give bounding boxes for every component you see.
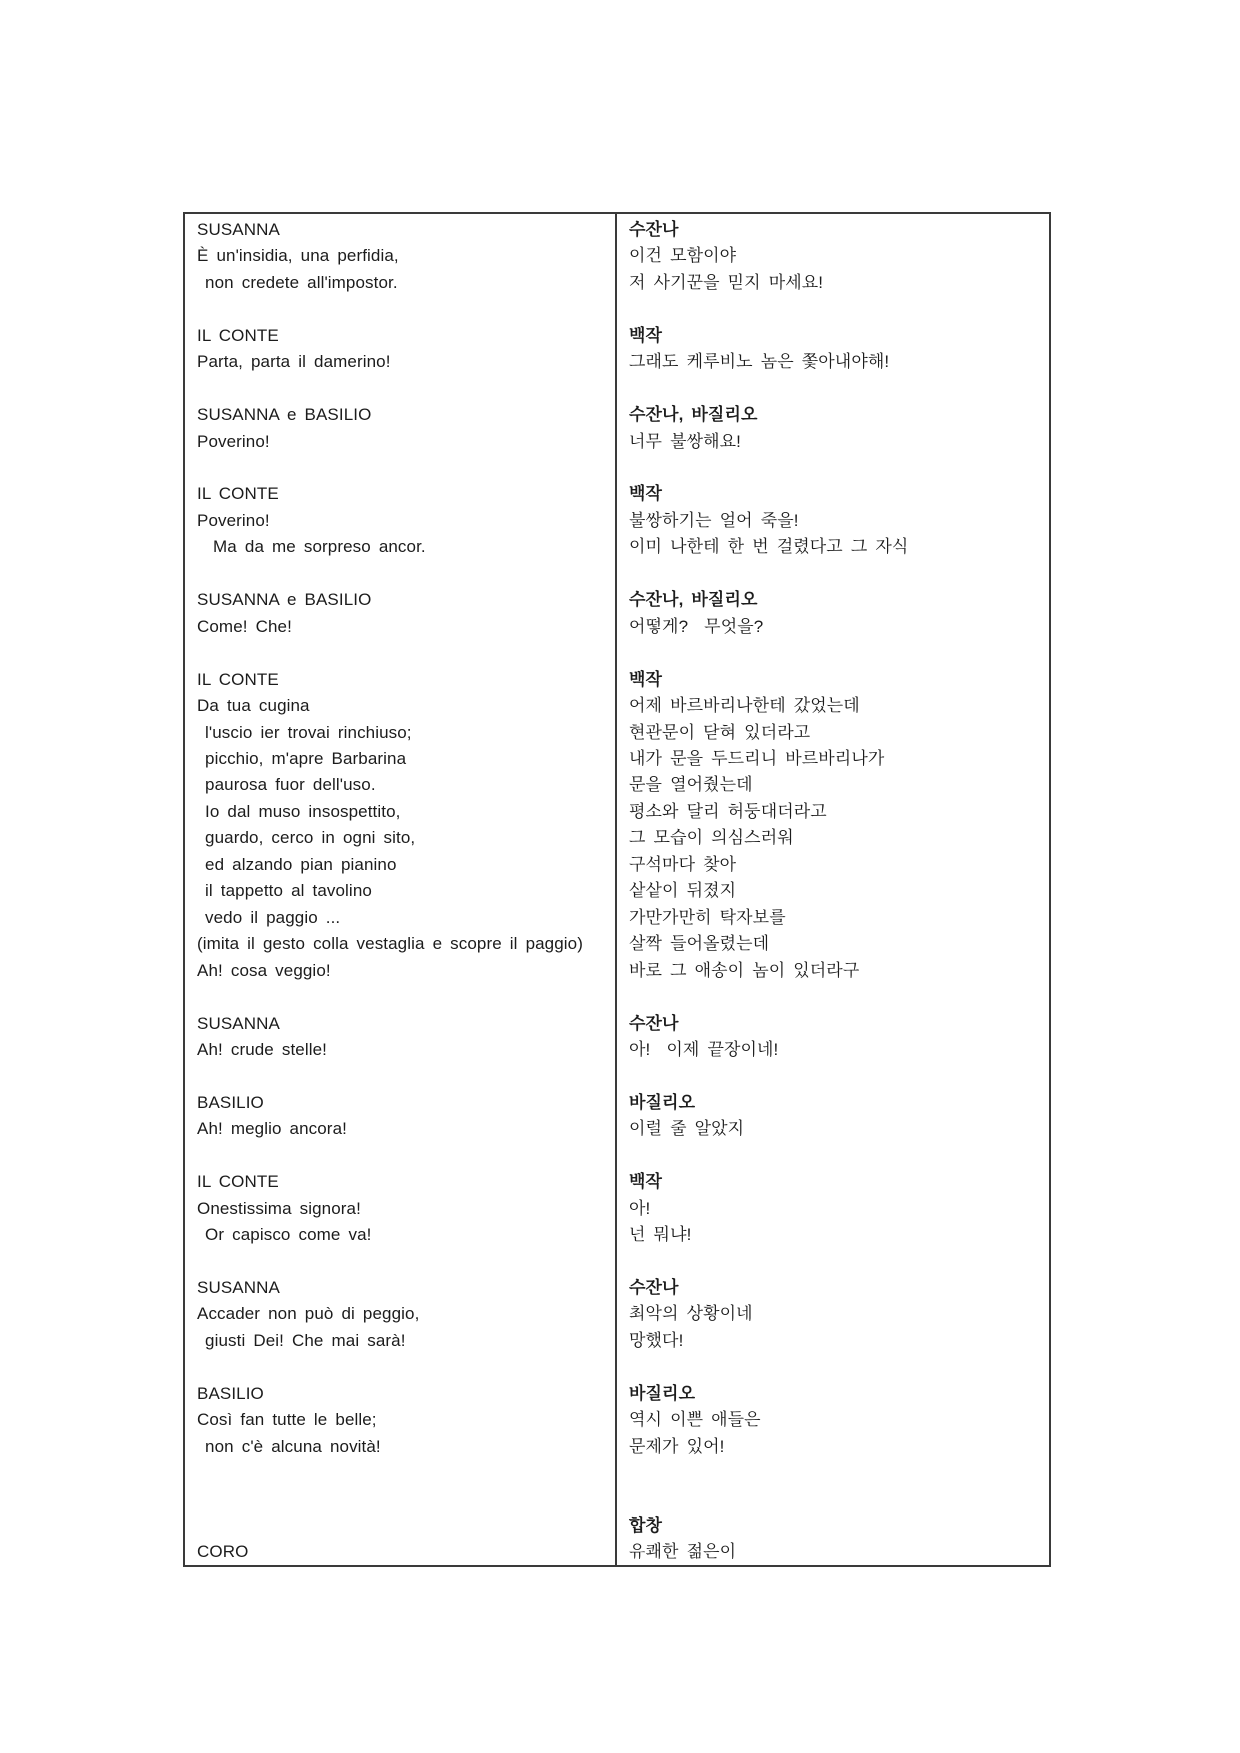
speaker-name-line: IL CONTE xyxy=(197,325,279,345)
text-line: non credete all'impostor. xyxy=(197,272,398,292)
text-line: paurosa fuor dell'uso. xyxy=(197,775,376,795)
text-line: 그래도 케루비노 놈은 쫓아내야해! xyxy=(629,352,890,372)
blank-line xyxy=(629,1354,1041,1380)
blank-line xyxy=(197,1143,607,1169)
blank-line xyxy=(629,1063,1041,1089)
speaker-name-line: 백작 xyxy=(629,484,663,504)
speaker-name-line: 수잔나 xyxy=(629,220,679,239)
blank-line xyxy=(629,640,1041,666)
text-line: Come! Che! xyxy=(197,616,292,636)
speaker-name-line: IL CONTE xyxy=(197,669,279,689)
text-line: 이건 모함이야 xyxy=(629,246,737,266)
text-line: Io dal muso insospettito, xyxy=(197,801,401,821)
text-line: ed alzando pian pianino xyxy=(197,854,397,874)
text-line: Parta, parta il damerino! xyxy=(197,352,391,372)
speaker-name-line: CORO xyxy=(197,1542,249,1562)
text-line: 문제가 있어! xyxy=(629,1436,725,1456)
text-line: 샅샅이 뒤졌지 xyxy=(629,881,737,901)
text-line: 어제 바르바리나한테 갔었는데 xyxy=(629,696,860,716)
text-line: 망했다! xyxy=(629,1330,684,1350)
text-line: l'uscio ier trovai rinchiuso; xyxy=(197,722,412,742)
text-line: 저 사기꾼을 믿지 마세요! xyxy=(629,272,824,292)
blank-line xyxy=(197,455,607,481)
speaker-name-line: BASILIO xyxy=(197,1092,264,1112)
speaker-name-line: IL CONTE xyxy=(197,484,279,504)
text-line: 가만가만히 탁자보를 xyxy=(629,907,786,927)
speaker-name-line: 백작 xyxy=(629,669,663,689)
speaker-name-line: BASILIO xyxy=(197,1383,264,1403)
blank-line xyxy=(197,561,607,587)
speaker-name-line: 수잔나, 바질리오 xyxy=(629,590,758,610)
speaker-name-line: SUSANNA xyxy=(197,220,280,239)
text-line: 평소와 달리 허둥대더라고 xyxy=(629,801,827,821)
text-line: Accader non può di peggio, xyxy=(197,1304,420,1324)
blank-line xyxy=(629,561,1041,587)
speaker-name-line: 수잔나 xyxy=(629,1277,679,1297)
speaker-name-line: 합창 xyxy=(629,1516,663,1536)
speaker-name-line: 바질리오 xyxy=(629,1383,696,1403)
text-line: Poverino! xyxy=(197,510,270,530)
text-line: Ma da me sorpreso ancor. xyxy=(197,537,426,557)
text-line: 살짝 들어올렸는데 xyxy=(629,934,770,954)
text-line: 아! xyxy=(629,1198,651,1218)
speaker-name-line: 바질리오 xyxy=(629,1092,696,1112)
blank-line xyxy=(197,376,607,402)
blank-line xyxy=(629,376,1041,402)
blank-line xyxy=(629,1143,1041,1169)
text-line: Onestissima signora! xyxy=(197,1198,361,1218)
speaker-name-line: 백작 xyxy=(629,325,663,345)
text-line: 이럴 줄 알았지 xyxy=(629,1119,745,1139)
blank-line xyxy=(629,296,1041,322)
blank-line xyxy=(197,1513,607,1539)
text-line: Or capisco come va! xyxy=(197,1225,372,1245)
text-line: giusti Dei! Che mai sarà! xyxy=(197,1330,406,1350)
text-line: 바로 그 애송이 놈이 있더라구 xyxy=(629,960,860,980)
speaker-name-line: 수잔나, 바질리오 xyxy=(629,405,758,425)
text-line: 최악의 상황이네 xyxy=(629,1304,753,1324)
text-line: vedo il paggio ... xyxy=(197,907,341,927)
text-line: non c'è alcuna novità! xyxy=(197,1436,381,1456)
speaker-name-line: 수잔나 xyxy=(629,1013,679,1033)
text-line: È un'insidia, una perfidia, xyxy=(197,246,399,266)
speaker-name-line: SUSANNA xyxy=(197,1277,280,1297)
blank-line xyxy=(629,1460,1041,1486)
text-line: 내가 문을 두드리니 바르바리나가 xyxy=(629,748,885,768)
korean-column xyxy=(617,214,1049,1565)
speaker-name-line: IL CONTE xyxy=(197,1172,279,1192)
stage-direction-line: (imita il gesto colla vestaglia e scopre il paggio) xyxy=(197,934,583,954)
text-line: Così fan tutte le belle; xyxy=(197,1410,377,1430)
text-line: picchio, m'apre Barbarina xyxy=(197,748,407,768)
text-line: 너무 불쌍해요! xyxy=(629,431,741,451)
text-line: Ah! cosa veggio! xyxy=(197,960,331,980)
blank-line xyxy=(629,984,1041,1010)
text-line: 역시 이쁜 애들은 xyxy=(629,1410,761,1430)
blank-line xyxy=(197,1354,607,1380)
text-line: il tappetto al tavolino xyxy=(197,881,372,901)
text-line: 불쌍하기는 얼어 죽을! xyxy=(629,510,799,530)
blank-line xyxy=(197,1063,607,1089)
speaker-name-line: 백작 xyxy=(629,1172,663,1192)
blank-line xyxy=(197,1460,607,1486)
text-line: Ah! meglio ancora! xyxy=(197,1119,347,1139)
blank-line xyxy=(629,455,1041,481)
text-line: guardo, cerco in ogni sito, xyxy=(197,828,416,848)
blank-line xyxy=(197,1487,607,1513)
text-line: Da tua cugina xyxy=(197,696,310,716)
italian-column xyxy=(185,214,617,1565)
blank-line xyxy=(197,296,607,322)
libretto-table xyxy=(183,212,1051,1567)
text-line: Poverino! xyxy=(197,431,270,451)
speaker-name-line: SUSANNA xyxy=(197,1013,280,1033)
speaker-name-line: SUSANNA e BASILIO xyxy=(197,590,372,610)
text-line: Ah! crude stelle! xyxy=(197,1039,327,1059)
blank-line xyxy=(629,1487,1041,1513)
text-line: 아! 이제 끝장이네! xyxy=(629,1039,779,1059)
text-line: 그 모습이 의심스러워 xyxy=(629,828,794,848)
blank-line xyxy=(197,1249,607,1275)
text-line: 문을 열어줬는데 xyxy=(629,775,753,795)
text-line: 현관문이 닫혀 있더라고 xyxy=(629,722,811,742)
speaker-name-line: SUSANNA e BASILIO xyxy=(197,405,372,425)
text-line: 어떻게? 무엇을? xyxy=(629,616,764,636)
text-line: 구석마다 찾아 xyxy=(629,854,737,874)
blank-line xyxy=(629,1249,1041,1275)
text-line: 넌 뭐냐! xyxy=(629,1225,692,1245)
text-line: 이미 나한테 한 번 걸렸다고 그 자식 xyxy=(629,537,909,557)
blank-line xyxy=(197,640,607,666)
blank-line xyxy=(197,984,607,1010)
text-line: 유쾌한 젊은이 xyxy=(629,1542,737,1562)
